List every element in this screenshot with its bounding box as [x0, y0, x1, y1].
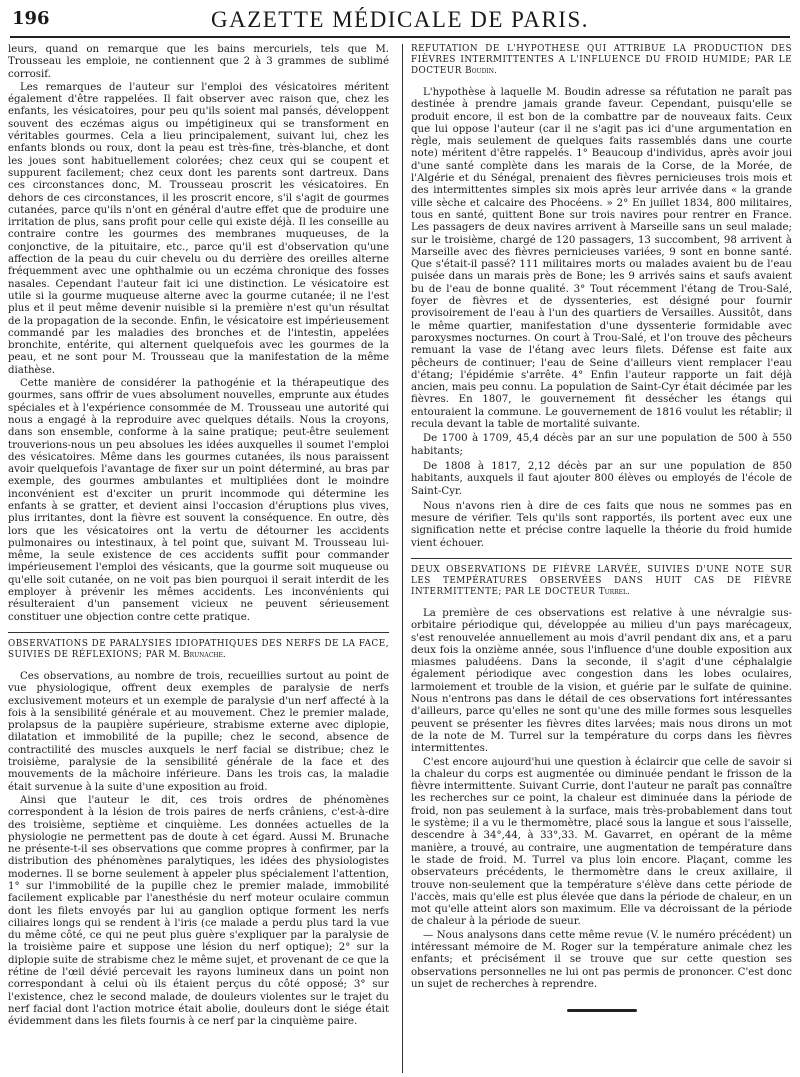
paragraph-intro: leurs, quand on remarque que les bains mercuriels, tels que M. Trousseau les emploie, ne contiennent que 2 à 3 grammes de sublimé corrosif. — [8, 44, 389, 80]
section-heading-paralysies — [8, 632, 389, 661]
mortality-stat-1700: De 1700 à 1709, 45,4 décès par an sur une population de 500 à 550 habitants; — [411, 433, 792, 457]
journal-title: GAZETTE MÉDICALE DE PARIS. — [210, 7, 590, 32]
paragraph-premiere: La première de ces observations est relative à une névralgie sus-orbitaire périodique qui, développée au milieu d'un pays marécageux, s'est renouvelée annuellement au mois d'avril pendant dix ans, et a paru deux fois la onzième année, sous l'influence d'une double exposition aux miasmes paludéens. Dans la seconde, il s'agit d'une céphalalgie également périodique avec congestion dans les lobes oculaires, larmoiement et trouble de la vision, et guérie par le sulfate de quinine. Nous n'entrons pas dans le détail de ces observations fort intéressantes d'ailleurs, parce qu'elles ne sont qu'une des mille formes sous lesquelles peuvent se présenter les fièvres dites larvées; mais nous dirons un mot de la note de M. Turrel sur la température du corps dans les fièvres intermittentes. — [411, 607, 792, 755]
section-heading-text: OBSERVATIONS DE PARALYSIES IDIOPATHIQUES DES NERFS DE LA FACE, SUIVIES DE RÉFLEXIONS; PAR — [8, 638, 389, 660]
article-columns — [8, 44, 792, 1073]
section-heading-text: DEUX OBSERVATIONS DE FIÈVRE LARVÉE, SUIVIES D'UNE NOTE SUR LES TEMPÉRATURES OBSERVÉES DANS HUIT CAS DE FIÈVRE INTERMITTENTE; PAR LE DOCTEUR — [411, 564, 792, 597]
paragraph-hypothese: L'hypothèse à laquelle M. Boudin adresse sa réfutation ne paraît pas destinée à prendre jamais grande faveur. Cependant, puisqu'elle se produit encore, il est bon de la combattre par de nouveaux faits. Ceux que lui oppose l'auteur (car il ne s'agit pas ici d'une argumentation en règle, mais seulement de quelques faits rassemblés dans une courte note) méritent d'être rappelés. 1° Beaucoup d'individus, après avoir joui d'une santé complète dans les marais de la Corse, de la Morée, de l'Algérie et du Sénégal, prenaient des fièvres pernicieuses trois mois et des intermittentes simples six mois après leur arrivée dans « la grande ville sèche et calcaire des Phocéens. » 2° En juillet 1834, 800 militaires, tous en santé, quittent Bone sur trois navires pour rentrer en France. Les passagers de deux navires arrivent à Marseille sans un seul malade; sur le troisième, chargé de 120 passagers, 13 succombent, 98 arrivent à Marseille avec des fièvres pernicieuses variées, 9 sont en bonne santé. Que s'était-il passé? 111 militaires morts ou malades avaient bu de l'eau puisée dans un marais près de Bone; les 9 arrivés sains et saufs avaient bu de l'eau de bonne qualité. 3° Tout récemment l'étang de Trou-Salé, foyer de fièvres et de dyssenteries, est désigné pour fournir provisoirement de l'eau à l'un des quartiers de Versailles. Aussitôt, dans le même quartier, manifestation d'une dyssenterie formidable avec paroxysmes nocturnes. On court à Trou-Salé, et l'on trouve des pêcheurs remuant la vase de l'étang avec leurs filets. Défense est faite aux pêcheurs de continuer; l'eau de Seine d'ailleurs vient remplacer l'eau d'étang; l'épidémie s'arrête. 4° Enfin l'auteur rapporte un fait déjà ancien, mais peu connu. La population de Saint-Cyr était décimée par les fièvres. En 1807, le gouvernement fit dessécher les étangs qui entouraient la commune. Le gouvernement de 1816 voulut les rétablir; il recula devant la table de mortalité suivante. — [411, 87, 792, 431]
paragraph-maniere: Cette manière de considérer la pathogénie et la thérapeutique des gourmes, sans offrir de vues absolument nouvelles, emprunte aux études spéciales et à l'expérience consommée de M. Trousseau une autorité qui nous a engagé à la reproduire avec quelques détails. Nous la croyons, dans son ensemble, conforme à la saine pratique; peut-être seulement trouverions-nous un peu absolues les idées auxquelles il soumet l'emploi des vésicatoires. Même dans les gourmes cutanées, ils nous paraissent avoir quelquefois l'avantage de fixer sur un point déterminé, au bras par exemple, des gourmes ambulantes et multipliées dont le moindre inconvénient est d'exciter un prurit incommode qui détermine les enfants à se gratter, et devient ainsi l'occasion d'éruptions plus vives, plus irritantes, dont la fièvre est souvent la conséquence. En outre, dès lors que les vésicatoires ont la vertu de détourner les accidents pulmonaires ou intestinaux, à tel point que, suivant M. Trousseau lui-même, la seule existence de ces accidents suffit pour commander impérieusement l'emploi des vésicants, que la gourme soit muqueuse ou qu'elle soit cutanée, on ne voit pas bien pourquoi il serait interdit de les employer à prévenir les mêmes accidents. Les inconvénients qui résulteraient d'un pansement vicieux ne peuvent sérieusement constituer une objection contre cette pratique. — [8, 378, 389, 623]
right-column — [402, 44, 792, 1073]
paragraph-ainsi: Ainsi que l'auteur le dit, ces trois ordres de phénomènes correspondent à la lésion de trois paires de nerfs crâniens, c'est-à-dire des troisième, septième et cinquième. Les données actuelles de la physiologie ne permettent pas de doute à cet égard. Aussi M. Brunache ne présente-t-il ses observations que comme propres à confirmer, par la distribution des phénomènes paralytiques, les idées des physiologistes modernes. Il se borne seulement à appeler plus spécialement l'attention, 1° sur l'immobilité de la pupille chez le premier malade, immobilité facilement explicable par l'anesthésie du nerf moteur oculaire commun dont les filets envoyés par lui au ganglion optique forment les nerfs ciliaires longs qui se rendent à l'iris (ce malade a perdu plus tard la vue du même côté, ce qui ne peut plus guère s'expliquer par la paralysie de la troisième paire et suppose une lésion du nerf optique); 2° sur la diplopie suite de strabisme chez le même sujet, et provenant de ce que la rétine de l'œil dévié percevait les rayons lumineux dans un point non correspondant à celui où ils étaient perçus du côté opposé; 3° sur l'existence, chez le second malade, de douleurs violentes sur le trajet du nerf facial dont l'action motrice était abolie, douleurs dont le siége était évidemment dans les filets fournis à ce nerf par la cinquième paire. — [8, 794, 389, 1028]
section-heading-refutation — [411, 44, 792, 77]
paragraph-observations: Ces observations, au nombre de trois, recueillies surtout au point de vue physiologique, offrent deux exemples de paralysie de nerfs exclusivement moteurs et un exemple de paralysie d'un nerf affecté à la fois à la sensibilité générale et au mouvement. Chez le premier malade, prolapsus de la paupière supérieure, strabisme externe avec diplopie, dilatation et immobilité de la pupille; chez le second, absence de contractilité des muscles auxquels le nerf facial se distribue; chez le troisième, paralysie de la sensibilité générale de la face et des mouvements de la mâchoire inférieure. Dans les trois cas, la maladie était survenue à la suite d'une exposition au froid. — [8, 670, 389, 793]
section-author: Boudin. — [465, 66, 497, 76]
page-header — [10, 6, 790, 38]
page-number: 196 — [12, 8, 50, 29]
mortality-stat-1808: De 1808 à 1817, 2,12 décès par an sur une population de 850 habitants, auxquels il faut ajouter 800 élèves ou employés de l'école de Saint-Cyr. — [411, 460, 792, 497]
paragraph-analysons: — Nous analysons dans cette même revue (V. le numéro précédent) un intéressant mémoire de M. Roger sur la température animale chez les enfants; et précisément il se trouve que sur cette question ses observations personnelles ne lui ont pas permis de prononcer. C'est donc un sujet de recherches à reprendre. — [411, 929, 792, 990]
paragraph-rien: Nous n'avons rien à dire de ces faits que nous ne sommes pas en mesure de vérifier. Tels qu'ils sont rapportés, ils portent avec eux une signification nette et précise contre laquelle la théorie du froid humide vient échouer. — [411, 500, 792, 549]
section-heading-text: RÉFUTATION DE L'HYPOTHÈSE QUI ATTRIBUE LA PRODUCTION DES FIÈVRES INTERMITTENTES A L'INFLUENCE DU FROID HUMIDE; PAR LE DOCTEUR — [411, 44, 792, 76]
section-author: M. Brunache. — [168, 649, 226, 660]
paragraph-encore: C'est encore aujourd'hui une question à éclaircir que celle de savoir si la chaleur du corps est augmentée ou diminuée pendant le frisson de la fièvre intermittente. Suivant Currie, dont l'auteur ne paraît pas connaître les recherches sur ce point, la chaleur est diminuée dans la période de froid, non pas seulement à la surface, mais très-probablement dans tout le système; il a vu le thermomètre, placé sous la langue et sous l'aisselle, descendre à 34°,44, à 33°,33. M. Gavarret, en opérant de la même manière, a trouvé, au contraire, une augmentation de température dans le stade de froid. M. Turrel va plus loin encore. Plaçant, comme les observateurs précédents, le thermomètre dans le creux axillaire, il trouve non-seulement que la température s'élève dans cette période de l'accès, mais qu'elle est plus élevée que dans la période de chaleur, en un mot qu'elle atteint alors son maximum. Elle va décroissant de la période de chaleur à la période de sueur. — [411, 756, 792, 928]
left-column — [8, 44, 389, 1073]
section-heading-fievre-larvee — [411, 558, 792, 598]
end-rule-ornament — [567, 1009, 637, 1012]
paragraph-vesicatoires: Les remarques de l'auteur sur l'emploi des vésicatoires méritent également d'être rappelées. Il fait observer avec raison que, chez les enfants, les vésicatoires, pour peu qu'ils soient mal pansés, développent souvent des eczémas aigus ou impétigineux qui se transforment en véritables gourmes. Cela a lieu principalement, suivant lui, chez les enfants blonds ou roux, dont la peau est très-fine, très-blanche, et dont les joues sont habituellement colorées; chez ceux qui se coupent et suppurent facilement; chez ceux dont les parents sont dartreux. Dans ces circonstances donc, M. Trousseau proscrit les vésicatoires. En dehors de ces circonstances, il les proscrit encore, s'il s'agit de gourmes cutanées, parce qu'ils n'ont en général d'autre effet que de produire une irritation de plus, sans profit pour celle qui existe déjà. Il les conseille au contraire contre les gourmes des membranes muqueuses, de la conjonctive, de la pituitaire, etc., parce qu'il est d'observation qu'une affection de la peau du cuir chevelu ou du derrière des oreilles alterne fréquemment avec une ophthalmie ou un eczéma chronique des fosses nasales. Cependant l'auteur fait ici une distinction. Le vésicatoire est utile si la gourme muqueuse alterne avec la gourme cutanée; il ne l'est plus et il peut même devenir nuisible si la première n'est qu'un résultat de la propagation de la seconde. Enfin, le vésicatoire est impérieusement commandé par les maladies des bronches et de l'intestin, appelées bronchite, entérite, qui alternent quelquefois avec les gourmes de la peau, et ne sont pour M. Trousseau que la manifestation de la même diathèse. — [8, 81, 389, 376]
section-author: Turrel. — [598, 586, 630, 597]
